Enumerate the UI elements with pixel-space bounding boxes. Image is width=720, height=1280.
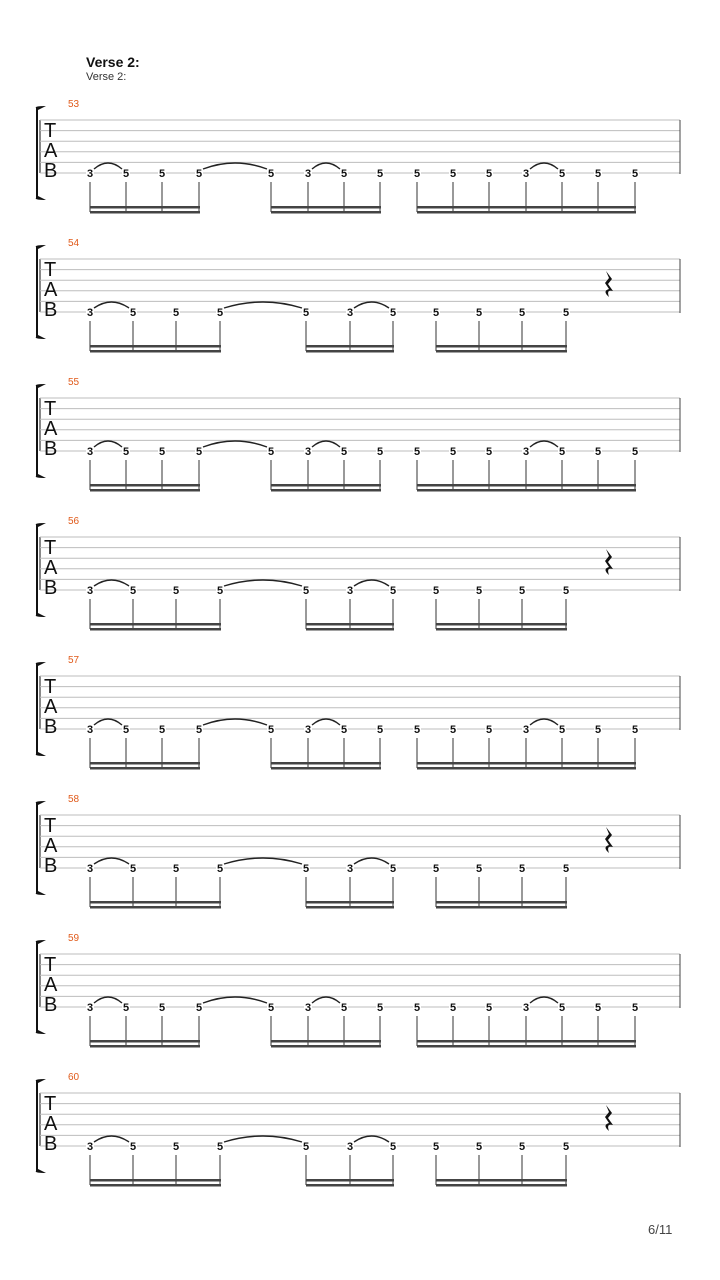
beam (417, 767, 527, 770)
fret-number: 5 (376, 1002, 384, 1014)
fret-number: 5 (594, 446, 602, 458)
slur (203, 163, 267, 169)
beam (306, 1184, 394, 1187)
tab-clef-letter: T (44, 120, 57, 142)
fret-number: 5 (340, 1002, 348, 1014)
fret-number: 5 (485, 168, 493, 180)
fret-number: 5 (172, 863, 180, 875)
fret-number: 5 (129, 1141, 137, 1153)
tab-system-59 (36, 933, 680, 1048)
beam (90, 489, 200, 492)
fret-number: 5 (594, 168, 602, 180)
fret-number: 5 (376, 168, 384, 180)
fret-number: 5 (267, 168, 275, 180)
beam (306, 906, 394, 909)
tab-clef-letter: B (44, 716, 58, 738)
quarter-rest-icon (605, 1105, 613, 1131)
beam (417, 1040, 527, 1043)
slur (94, 719, 122, 725)
fret-number: 5 (485, 446, 493, 458)
beam (271, 484, 381, 487)
fret-number: 5 (376, 724, 384, 736)
fret-number: 5 (432, 1141, 440, 1153)
beam (90, 901, 221, 904)
fret-number: 5 (302, 585, 310, 597)
beam (417, 211, 527, 214)
fret-number: 5 (413, 724, 421, 736)
fret-number: 3 (304, 724, 312, 736)
tab-system-55 (36, 377, 680, 492)
fret-number: 5 (449, 446, 457, 458)
slur (354, 1136, 389, 1142)
beam (526, 484, 636, 487)
fret-number: 5 (432, 863, 440, 875)
fret-number: 5 (195, 446, 203, 458)
slur (312, 441, 340, 447)
fret-number: 5 (122, 724, 130, 736)
beam (90, 484, 200, 487)
slur (354, 302, 389, 308)
fret-number: 5 (562, 1141, 570, 1153)
fret-number: 5 (302, 863, 310, 875)
fret-number: 3 (522, 724, 530, 736)
fret-number: 3 (86, 1002, 94, 1014)
measure-number: 55 (68, 377, 80, 388)
beam (417, 206, 527, 209)
fret-number: 5 (631, 724, 639, 736)
fret-number: 3 (522, 168, 530, 180)
fret-number: 5 (129, 585, 137, 597)
beam (526, 762, 636, 765)
beam (90, 1045, 200, 1048)
slur (224, 580, 302, 586)
fret-number: 5 (158, 168, 166, 180)
fret-number: 5 (594, 1002, 602, 1014)
beam (90, 762, 200, 765)
fret-number: 5 (475, 307, 483, 319)
fret-number: 5 (449, 168, 457, 180)
measure-number: 58 (68, 794, 80, 805)
beam (90, 350, 221, 353)
slur (224, 302, 302, 308)
quarter-rest-icon (605, 827, 613, 853)
fret-number: 3 (346, 1141, 354, 1153)
fret-number: 5 (389, 863, 397, 875)
tab-system-57 (36, 655, 680, 770)
beam (90, 628, 221, 631)
fret-number: 5 (432, 585, 440, 597)
fret-number: 5 (558, 446, 566, 458)
slur (203, 719, 267, 725)
slur (312, 719, 340, 725)
beam (306, 623, 394, 626)
fret-number: 3 (522, 1002, 530, 1014)
beam (90, 206, 200, 209)
beam (417, 1045, 527, 1048)
beam (271, 1045, 381, 1048)
slur (354, 580, 389, 586)
fret-number: 5 (216, 307, 224, 319)
fret-number: 5 (122, 446, 130, 458)
beam (436, 1179, 567, 1182)
slur (94, 1136, 129, 1142)
beam (90, 767, 200, 770)
fret-number: 3 (522, 446, 530, 458)
fret-number: 5 (122, 168, 130, 180)
fret-number: 5 (158, 446, 166, 458)
fret-number: 3 (86, 446, 94, 458)
beam (417, 762, 527, 765)
beam (90, 1179, 221, 1182)
fret-number: 5 (195, 724, 203, 736)
beam (436, 1184, 567, 1187)
slur (224, 1136, 302, 1142)
beam (436, 906, 567, 909)
tab-clef-letter: T (44, 676, 57, 698)
beam (306, 345, 394, 348)
fret-number: 5 (216, 1141, 224, 1153)
fret-number: 3 (86, 307, 94, 319)
tab-clef-letter: T (44, 1093, 57, 1115)
beam (436, 623, 567, 626)
beam (526, 767, 636, 770)
beam (306, 350, 394, 353)
fret-number: 5 (413, 1002, 421, 1014)
fret-number: 5 (413, 446, 421, 458)
tab-clef-letter: A (44, 696, 58, 718)
fret-number: 5 (475, 863, 483, 875)
fret-number: 3 (304, 446, 312, 458)
fret-number: 3 (86, 1141, 94, 1153)
fret-number: 5 (558, 168, 566, 180)
tab-clef-letter: B (44, 299, 58, 321)
tab-clef-letter: T (44, 537, 57, 559)
slur (94, 441, 122, 447)
fret-number: 3 (86, 585, 94, 597)
beam (526, 1045, 636, 1048)
fret-number: 5 (267, 1002, 275, 1014)
beam (271, 1040, 381, 1043)
beam (90, 345, 221, 348)
beam (436, 628, 567, 631)
fret-number: 5 (432, 307, 440, 319)
slur (530, 163, 558, 169)
fret-number: 5 (594, 724, 602, 736)
tab-system-56 (36, 516, 680, 631)
tab-clef-letter: T (44, 398, 57, 420)
section-subtitle: Verse 2: (86, 71, 127, 83)
page-number: 6/11 (648, 1222, 673, 1237)
beam (271, 762, 381, 765)
fret-number: 5 (172, 307, 180, 319)
beam (90, 906, 221, 909)
beam (90, 1040, 200, 1043)
fret-number: 5 (449, 1002, 457, 1014)
tab-clef-letter: B (44, 994, 58, 1016)
fret-number: 5 (518, 307, 526, 319)
fret-number: 5 (340, 168, 348, 180)
slur (530, 997, 558, 1003)
tab-clef-letter: T (44, 815, 57, 837)
fret-number: 5 (129, 863, 137, 875)
fret-number: 5 (195, 168, 203, 180)
measure-number: 53 (68, 99, 80, 110)
fret-number: 5 (389, 1141, 397, 1153)
fret-number: 5 (562, 585, 570, 597)
fret-number: 5 (267, 446, 275, 458)
fret-number: 5 (122, 1002, 130, 1014)
fret-number: 5 (389, 307, 397, 319)
slur (312, 163, 340, 169)
beam (417, 489, 527, 492)
beam (306, 628, 394, 631)
beam (90, 623, 221, 626)
beam (90, 211, 200, 214)
measure-number: 57 (68, 655, 80, 666)
slur (203, 441, 267, 447)
fret-number: 5 (631, 446, 639, 458)
beam (526, 206, 636, 209)
fret-number: 5 (558, 1002, 566, 1014)
fret-number: 5 (195, 1002, 203, 1014)
beam (271, 206, 381, 209)
fret-number: 3 (86, 724, 94, 736)
tab-system-58 (36, 794, 680, 909)
fret-number: 5 (518, 1141, 526, 1153)
tab-clef-letter: A (44, 557, 58, 579)
measure-number: 59 (68, 933, 80, 944)
beam (417, 484, 527, 487)
slur (203, 997, 267, 1003)
tab-clef-letter: T (44, 954, 57, 976)
fret-number: 5 (302, 1141, 310, 1153)
fret-number: 5 (631, 168, 639, 180)
fret-number: 5 (129, 307, 137, 319)
tab-clef-letter: T (44, 259, 57, 281)
tab-clef-letter: A (44, 140, 58, 162)
beam (526, 489, 636, 492)
fret-number: 5 (449, 724, 457, 736)
slur (312, 997, 340, 1003)
tab-clef-letter: B (44, 160, 58, 182)
fret-number: 5 (376, 446, 384, 458)
fret-number: 5 (302, 307, 310, 319)
fret-number: 5 (340, 446, 348, 458)
tab-clef-letter: A (44, 1113, 58, 1135)
beam (90, 1184, 221, 1187)
tab-clef-letter: B (44, 577, 58, 599)
beam (436, 345, 567, 348)
fret-number: 5 (172, 585, 180, 597)
tab-clef-letter: B (44, 855, 58, 877)
section-title: Verse 2: (86, 54, 140, 70)
tab-clef-letter: B (44, 1133, 58, 1155)
fret-number: 5 (216, 863, 224, 875)
fret-number: 3 (346, 585, 354, 597)
beam (526, 211, 636, 214)
fret-number: 3 (304, 168, 312, 180)
fret-number: 5 (389, 585, 397, 597)
slur (224, 858, 302, 864)
slur (94, 858, 129, 864)
fret-number: 5 (485, 1002, 493, 1014)
beam (436, 901, 567, 904)
beam (271, 211, 381, 214)
fret-number: 3 (86, 168, 94, 180)
fret-number: 5 (216, 585, 224, 597)
fret-number: 5 (562, 307, 570, 319)
tab-system-54 (36, 238, 680, 353)
beam (436, 350, 567, 353)
slur (530, 719, 558, 725)
fret-number: 5 (475, 1141, 483, 1153)
slur (94, 302, 129, 308)
slur (94, 580, 129, 586)
tab-system-53 (36, 99, 680, 214)
beam (306, 901, 394, 904)
fret-number: 5 (518, 863, 526, 875)
tab-clef-letter: A (44, 835, 58, 857)
fret-number: 5 (267, 724, 275, 736)
fret-number: 5 (158, 724, 166, 736)
fret-number: 5 (475, 585, 483, 597)
fret-number: 5 (518, 585, 526, 597)
beam (526, 1040, 636, 1043)
slur (94, 997, 122, 1003)
fret-number: 5 (413, 168, 421, 180)
quarter-rest-icon (605, 271, 613, 297)
tab-system-60 (36, 1072, 680, 1187)
quarter-rest-icon (605, 549, 613, 575)
fret-number: 5 (562, 863, 570, 875)
fret-number: 5 (172, 1141, 180, 1153)
slur (94, 163, 122, 169)
slur (354, 858, 389, 864)
beam (271, 489, 381, 492)
fret-number: 3 (346, 863, 354, 875)
fret-number: 5 (340, 724, 348, 736)
measure-number: 60 (68, 1072, 80, 1083)
fret-number: 5 (631, 1002, 639, 1014)
tab-clef-letter: B (44, 438, 58, 460)
fret-number: 5 (485, 724, 493, 736)
fret-number: 3 (304, 1002, 312, 1014)
measure-number: 54 (68, 238, 80, 249)
fret-number: 3 (86, 863, 94, 875)
beam (271, 767, 381, 770)
slur (530, 441, 558, 447)
fret-number: 3 (346, 307, 354, 319)
measure-number: 56 (68, 516, 80, 527)
beam (306, 1179, 394, 1182)
fret-number: 5 (158, 1002, 166, 1014)
fret-number: 5 (558, 724, 566, 736)
tab-clef-letter: A (44, 279, 58, 301)
tab-clef-letter: A (44, 974, 58, 996)
tab-clef-letter: A (44, 418, 58, 440)
